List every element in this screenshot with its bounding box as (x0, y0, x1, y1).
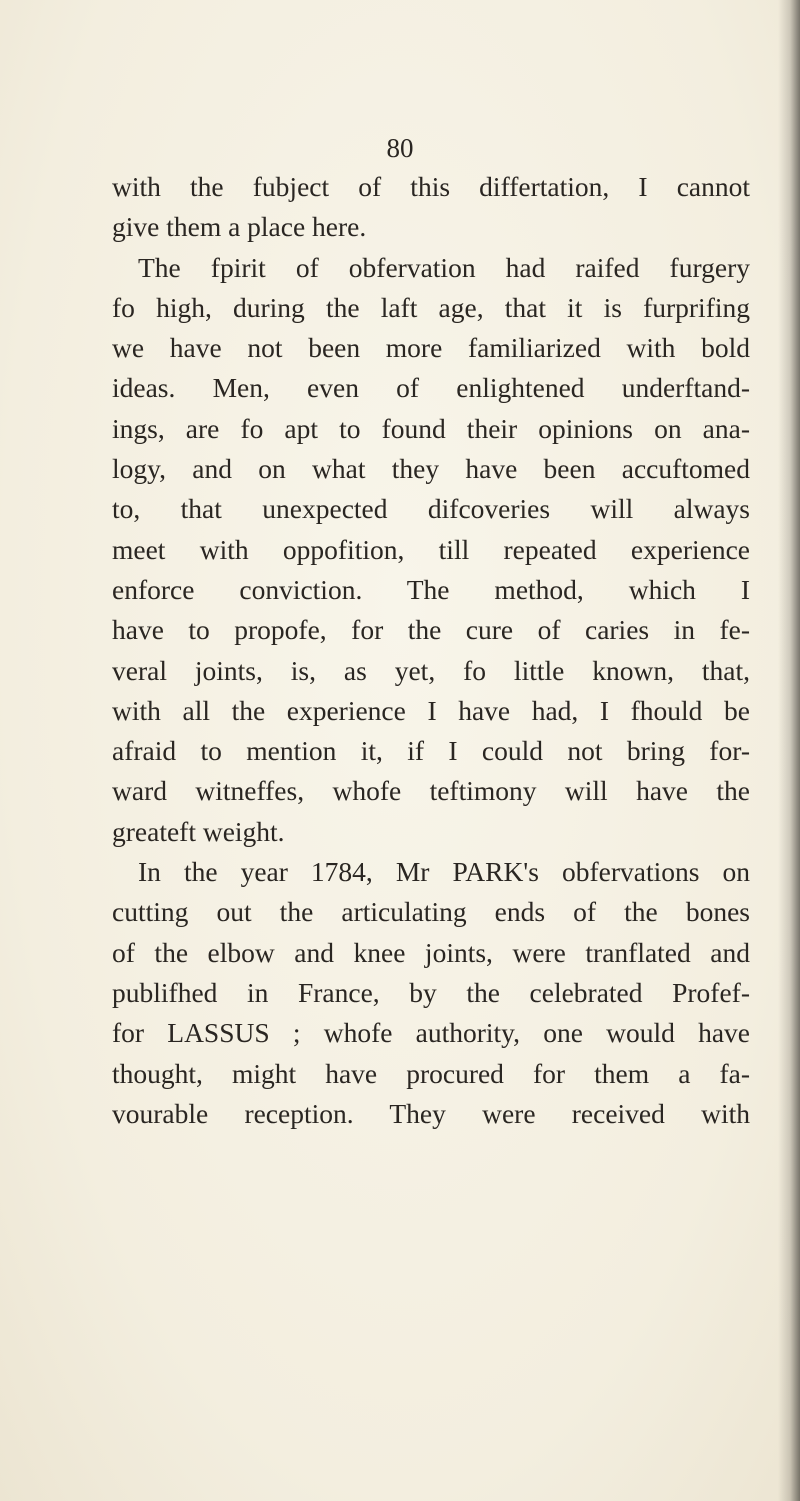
text-line: have to propofe, for the cure of caries in fe- (112, 614, 750, 646)
text-line: give them a place here. (112, 211, 367, 243)
text-line: of the elbow and knee joints, were tranflated and (112, 936, 750, 968)
text-line: ideas. Men, even of enlightened underftand- (112, 372, 750, 404)
text-line: enforce conviction. The method, which I (112, 573, 750, 605)
text-line: for LASSUS ; whofe authority, one would have (112, 1017, 750, 1049)
text-line: we have not been more familiarized with bold (112, 332, 750, 364)
text-line: cutting out the articulating ends of the bones (112, 896, 750, 928)
text-line: vourable reception. They were received with (112, 1097, 750, 1129)
text-line: logy, and on what they have been accuftomed (112, 453, 750, 485)
text-line: In the year 1784, Mr PARK's obfervations on (138, 856, 750, 888)
page-edge-shadow (778, 0, 800, 1501)
text-line: ward witneffes, whofe teftimony will have the (112, 775, 750, 807)
text-line: afraid to mention it, if I could not bring for- (112, 735, 750, 767)
text-line: fo high, during the laft age, that it is furprifing (112, 291, 750, 323)
text-line: with the fubject of this differtation, I cannot (112, 171, 750, 202)
text-line: ings, are fo apt to found their opinions on ana- (112, 412, 750, 444)
text-line: greateft weight. (112, 815, 285, 847)
text-line: thought, might have procured for them a fa- (112, 1057, 750, 1089)
text-line: with all the experience I have had, I fhould be (112, 694, 750, 726)
body-text (112, 167, 750, 1134)
text-line: publifhed in France, by the celebrated Profef- (112, 976, 750, 1008)
text-line: veral joints, is, as yet, fo little known, that, (112, 654, 750, 686)
page-number: 80 (386, 133, 414, 163)
text-line: meet with oppofition, till repeated experience (112, 533, 750, 565)
text-line: The fpirit of obfervation had raifed furgery (138, 251, 750, 283)
text-line: to, that unexpected difcoveries will always (112, 493, 750, 525)
